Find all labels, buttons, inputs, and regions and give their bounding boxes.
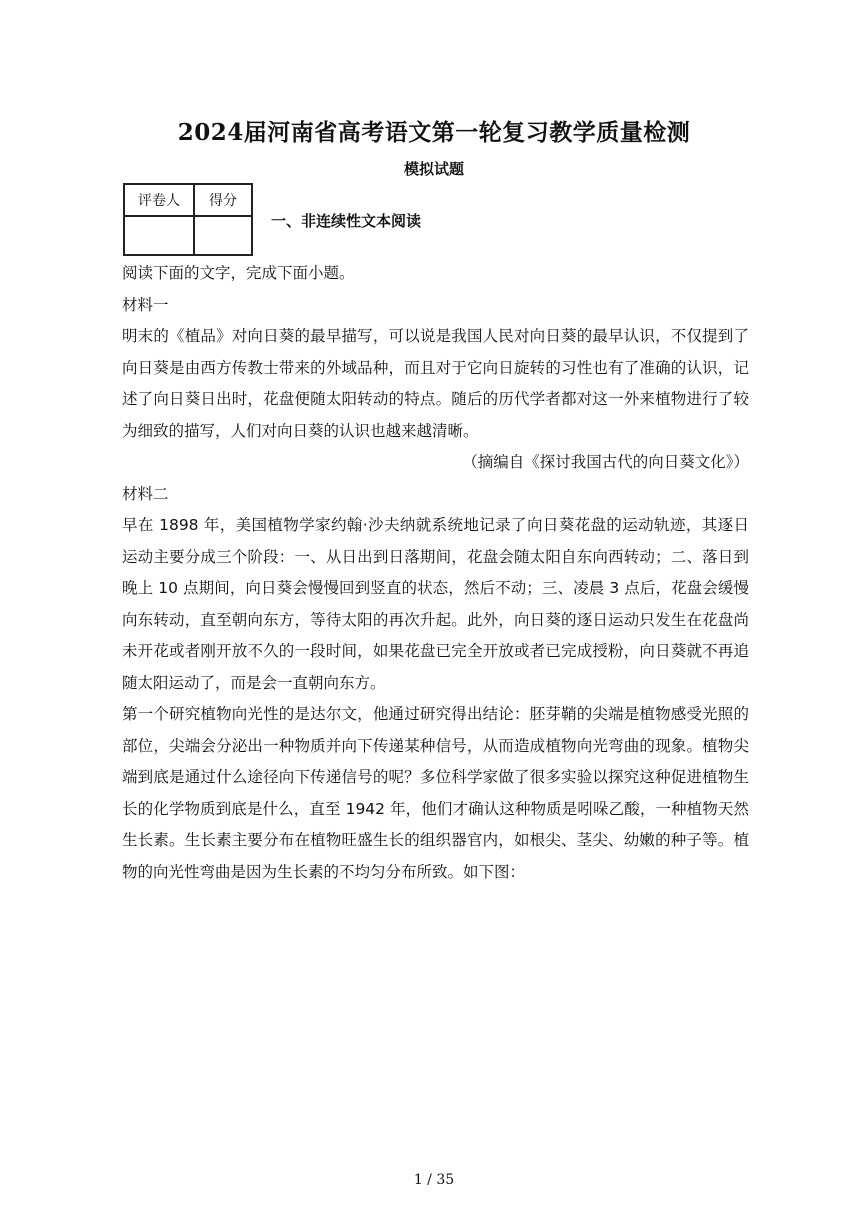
page-number: 1 / 35 <box>413 1172 455 1188</box>
material1-label: 材料一 <box>122 295 169 314</box>
score-table-header-score: 得分 <box>194 184 252 216</box>
score-table-cell-grader <box>124 216 194 255</box>
material2-label: 材料二 <box>122 484 169 503</box>
instruction-text: 阅读下面的文字，完成下面小题。 <box>122 264 355 282</box>
material1-source: （摘编自《探讨我国古代的向日葵文化》） <box>462 453 749 471</box>
section-heading: 一、非连续性文本阅读 <box>271 212 422 230</box>
material1-text: 明末的《植品》对向日葵的最早描写，可以说是我国人民对向日葵的最早认识，不仅提到了向日葵是由西方传教士带来的外域品种，而且对于它向日旋转的习性也有了准确的认识，记述了向日葵日出时，花盘便随太阳转动的特点。随后的历代学者都对这一外来植物进行了较为细致的描写，人们对向日葵的认识也越来越清晰。 <box>122 327 749 440</box>
score-table <box>123 183 253 256</box>
score-table-cell-score <box>194 216 252 255</box>
document-subtitle: 模拟试题 <box>403 160 464 178</box>
material2-paragraph-2: 第一个研究植物向光性的是达尔文，他通过研究得出结论：胚芽鞘的尖端是植物感受光照的部位，尖端会分泌出一种物质并向下传递某种信号，从而造成植物向光弯曲的现象。植物尖端到底是通过什么途径向下传递信号的呢？多位科学家做了很多实验以探究这种促进植物生长的化学物质到底是什么，直至 1942 年，他们才确认这种物质是吲哚乙酸，一种植物天然生长素。生长素主要分布在植物旺盛生长的组织器官内，如根尖、茎尖、幼嫩的种子等。植物的向光性弯曲是因为生长素的不均匀分布所致。如下图： <box>122 705 749 881</box>
score-table-header-grader: 评卷人 <box>124 184 194 216</box>
question-body <box>122 258 749 888</box>
material2-paragraph-1: 早在 1898 年，美国植物学家约翰·沙夫纳就系统地记录了向日葵花盘的运动轨迹，其逐日运动主要分成三个阶段：一、从日出到日落期间，花盘会随太阳自东向西转动；二、落日到晚上 10 点期间，向日葵会慢慢回到竖直的状态，然后不动；三、凌晨 3 点后，花盘会缓慢向东转动，直至朝向东方，等待太阳的再次升起。此外，向日葵的逐日运动只发生在花盘尚未开花或者刚开放不久的一段时间，如果花盘已完全开放或者已完成授粉，向日葵就不再追随太阳运动了，而是会一直朝向东方。 <box>122 516 749 692</box>
document-title: 2024届河南省高考语文第一轮复习教学质量检测 <box>177 119 691 146</box>
